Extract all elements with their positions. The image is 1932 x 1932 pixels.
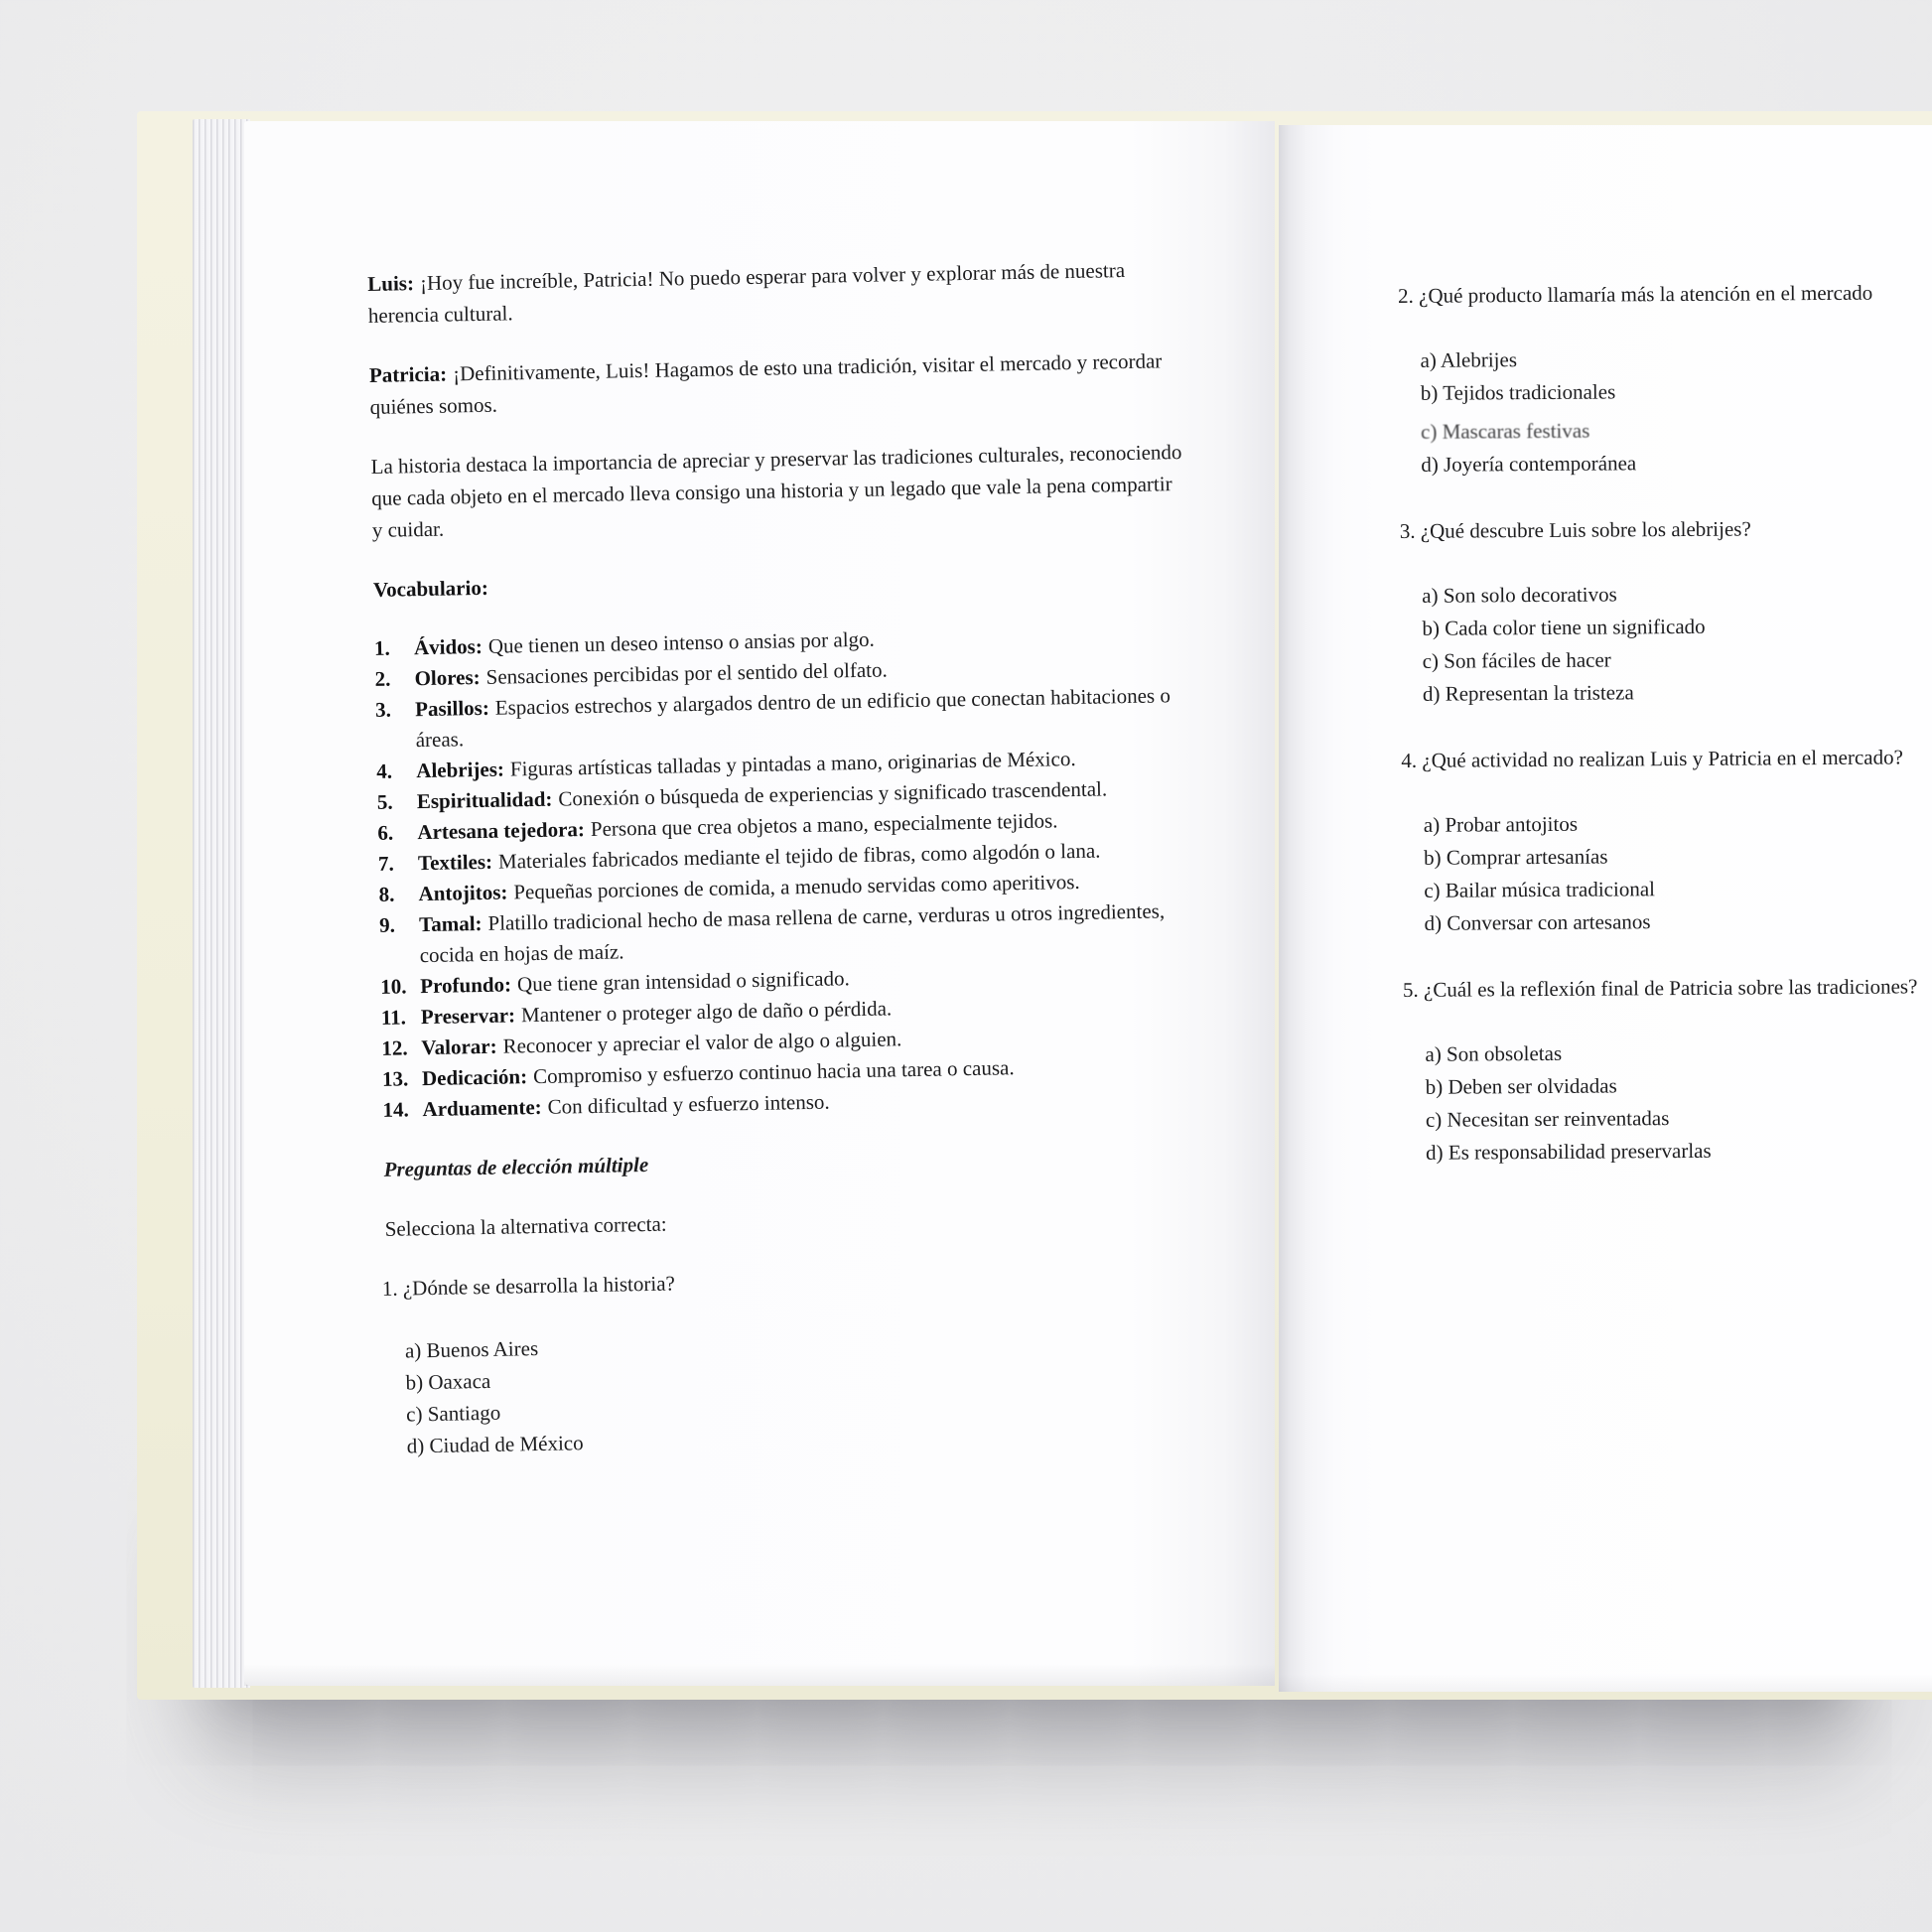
question-4-option-a: a) Probar antojitos: [1423, 811, 1579, 837]
vocabulary-number: 2.: [374, 666, 391, 691]
vocabulary-heading: Vocabulario:: [372, 575, 489, 602]
vocabulary-definition: Materiales fabricados mediante el tejido de fibras, como algodón o lana.: [497, 838, 1101, 874]
question-2-text: 2. ¿Qué producto llamaría más la atención en el mercado: [1398, 280, 1873, 308]
vocabulary-number: 12.: [381, 1035, 408, 1060]
question-5-options: [1425, 1035, 1932, 1170]
story-summary: La historia destaca la importancia de apreciar y preservar las tradiciones culturales, reconociendo que cada objeto en el mercado lleva consigo una historia y un legado que vale la pena compartir y cuidar.: [370, 439, 1182, 542]
left-page-text: [367, 253, 1201, 1462]
vocabulary-term: Espiritualidad:: [416, 786, 553, 814]
question-2-option-a: a) Alebrijes: [1420, 347, 1518, 372]
vocabulary-term: Textiles:: [417, 849, 493, 876]
vocabulary-definition: Figuras artísticas talladas y pintadas a mano, originarias de México.: [509, 747, 1076, 781]
vocabulary-definition: Pequeñas porciones de comida, a menudo servidas como aperitivos.: [513, 869, 1080, 904]
vocabulary-number: 1.: [373, 635, 390, 660]
question-1-options: [405, 1320, 1201, 1462]
mc-instruction: Selecciona la alternativa correcta:: [384, 1211, 667, 1241]
vocabulary-definition: Reconocer y apreciar el valor de algo o alguien.: [502, 1027, 902, 1058]
vocabulary-definition: Mantener o proteger algo de daño o pérdida.: [520, 996, 893, 1028]
dialogue-text: ¡Definitivamente, Luis! Hagamos de esto una tradición, visitar el mercado y recordar quiénes somos.: [369, 348, 1163, 419]
question-1-option-b: b) Oaxaca: [405, 1368, 491, 1395]
question-5-text: 5. ¿Cuál es la reflexión final de Patricia sobre las tradiciones?: [1402, 974, 1918, 1002]
dialogue-text: ¡Hoy fue increíble, Patricia! No puedo esperar para volver y explorar más de nuestra herencia cultural.: [367, 258, 1126, 328]
vocabulary-definition: Que tienen un deseo intenso o ansias por algo.: [487, 626, 876, 658]
vocabulary-term: Antojitos:: [418, 880, 508, 906]
question-2-option-c: c) Mascaras festivas: [1420, 418, 1590, 444]
dialogue-paragraph: [367, 253, 1180, 332]
vocabulary-term: Pasillos:: [414, 695, 490, 722]
question-2-option-b: b) Tejidos tradicionales: [1420, 379, 1616, 405]
vocabulary-number: 4.: [376, 759, 393, 783]
vocabulary-definition: Compromiso y esfuerzo continuo hacia una tarea o causa.: [532, 1055, 1015, 1089]
question-5-option-d: d) Es responsabilidad preservarlas: [1426, 1138, 1712, 1165]
speaker-name: Luis:: [367, 271, 415, 296]
vocabulary-term: Tamal:: [418, 910, 483, 937]
vocabulary-definition: Espacios estrechos y alargados dentro de un edificio que conectan habitaciones o áreas.: [415, 683, 1172, 753]
vocabulary-number: 9.: [378, 912, 396, 937]
question-3-options: [1422, 576, 1932, 711]
vocabulary-number: 6.: [377, 820, 394, 845]
vocabulary-number: 7.: [377, 851, 394, 876]
vocabulary-definition: Persona que crea objetos a mano, especialmente tejidos.: [590, 808, 1058, 841]
question-4-options: [1424, 805, 1932, 940]
vocabulary-number: 13.: [381, 1066, 409, 1091]
question-5-option-b: b) Deben ser olvidadas: [1425, 1073, 1617, 1099]
vocabulary-term: Valorar:: [421, 1034, 497, 1060]
multiple-choice-heading: Preguntas de elección múltiple: [383, 1152, 649, 1181]
question-5-option-c: c) Necesitan ser reinventadas: [1425, 1106, 1670, 1132]
question-3-option-c: c) Son fáciles de hacer: [1422, 647, 1611, 673]
speaker-name: Patricia:: [368, 361, 448, 387]
vocabulary-definition: Conexión o búsqueda de experiencias y significado trascendental.: [558, 776, 1108, 811]
question-4-option-d: d) Conversar con artesanos: [1424, 909, 1651, 935]
question-1-text: 1. ¿Dónde se desarrolla la historia?: [381, 1271, 676, 1301]
vocabulary-term: Preservar:: [420, 1003, 516, 1030]
vocabulary-term: Profundo:: [420, 972, 512, 999]
page-edges-stack: [193, 119, 250, 1688]
question-1-option-d: d) Ciudad de México: [406, 1431, 584, 1458]
vocabulary-number: 14.: [382, 1097, 410, 1122]
question-4-option-b: b) Comprar artesanías: [1423, 844, 1608, 870]
vocabulary-term: Artesana tejedora:: [417, 817, 586, 845]
vocabulary-number: 10.: [380, 974, 407, 999]
question-5-option-a: a) Son obsoletas: [1425, 1040, 1563, 1066]
question-1-option-a: a) Buenos Aires: [404, 1336, 539, 1363]
vocabulary-number: 5.: [376, 789, 393, 814]
question-2-option-d: d) Joyería contemporánea: [1421, 451, 1637, 477]
vocabulary-term: Arduamente:: [422, 1094, 542, 1122]
vocabulary-number: 11.: [380, 1005, 407, 1030]
vocabulary-term: Dedicación:: [421, 1064, 528, 1091]
question-2-options: [1420, 341, 1932, 482]
question-3-option-b: b) Cada color tiene un significado: [1422, 614, 1706, 640]
vocabulary-definition: Sensaciones percibidas por el sentido del olfato.: [485, 657, 888, 689]
question-1-option-c: c) Santiago: [405, 1400, 501, 1427]
question-4-text: 4. ¿Qué actividad no realizan Luis y Patricia en el mercado?: [1401, 745, 1903, 772]
question-4-option-c: c) Bailar música tradicional: [1424, 877, 1656, 902]
right-page-text: [1398, 276, 1932, 1203]
vocabulary-definition: Platillo tradicional hecho de masa rellena de carne, verduras u otros ingredientes, cocida en hojas de maíz.: [419, 898, 1166, 968]
question-3-option-a: a) Son solo decorativos: [1422, 582, 1617, 608]
vocabulary-number: 8.: [378, 882, 395, 906]
question-3-text: 3. ¿Qué descubre Luis sobre los alebrijes?: [1399, 516, 1751, 543]
dialogue-paragraph: [369, 345, 1182, 423]
vocabulary-definition: Que tiene gran intensidad o significado.: [516, 966, 850, 997]
vocabulary-list: [374, 619, 1195, 1126]
vocabulary-term: Ávidos:: [413, 633, 483, 660]
vocabulary-definition: Con dificultad y esfuerzo intenso.: [547, 1089, 830, 1119]
vocabulary-term: Olores:: [414, 664, 481, 691]
question-3-option-d: d) Representan la tristeza: [1422, 680, 1634, 706]
vocabulary-term: Alebrijes:: [416, 757, 505, 783]
vocabulary-number: 3.: [374, 697, 392, 722]
